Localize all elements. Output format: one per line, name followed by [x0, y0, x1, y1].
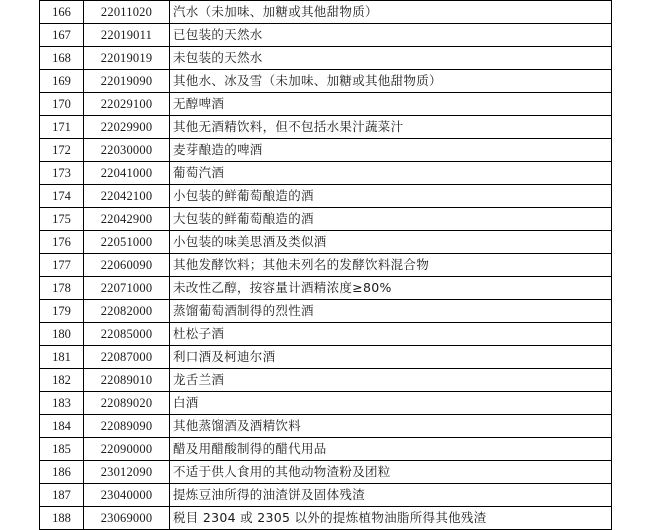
row-number: 166 — [40, 1, 84, 24]
row-description: 麦芽酿造的啤酒 — [170, 139, 612, 162]
table-row — [40, 1, 612, 24]
row-code: 22071000 — [84, 277, 170, 300]
table-row — [40, 139, 612, 162]
table-row — [40, 24, 612, 47]
row-description: 无醇啤酒 — [170, 93, 612, 116]
row-description: 其他无酒精饮料，但不包括水果汁蔬菜汁 — [170, 116, 612, 139]
row-code: 22029100 — [84, 93, 170, 116]
table-row — [40, 185, 612, 208]
row-code: 22042100 — [84, 185, 170, 208]
row-description: 利口酒及柯迪尔酒 — [170, 346, 612, 369]
table-row — [40, 47, 612, 70]
table-row — [40, 438, 612, 461]
row-code: 22030000 — [84, 139, 170, 162]
row-description: 葡萄汽酒 — [170, 162, 612, 185]
row-number: 180 — [40, 323, 84, 346]
table-row — [40, 484, 612, 507]
row-code: 22019019 — [84, 47, 170, 70]
row-description: 其他蒸馏酒及酒精饮料 — [170, 415, 612, 438]
row-number: 167 — [40, 24, 84, 47]
row-code: 22042900 — [84, 208, 170, 231]
row-description: 不适于供人食用的其他动物渣粉及团粒 — [170, 461, 612, 484]
row-code: 22085000 — [84, 323, 170, 346]
row-number: 168 — [40, 47, 84, 70]
row-number: 169 — [40, 70, 84, 93]
row-description: 醋及用醋酸制得的醋代用品 — [170, 438, 612, 461]
row-code: 22089010 — [84, 369, 170, 392]
row-code: 22051000 — [84, 231, 170, 254]
row-number: 184 — [40, 415, 84, 438]
row-description: 龙舌兰酒 — [170, 369, 612, 392]
table-row — [40, 461, 612, 484]
row-code: 22041000 — [84, 162, 170, 185]
table-row — [40, 162, 612, 185]
row-code: 23069000 — [84, 507, 170, 530]
table-row — [40, 369, 612, 392]
row-description: 小包装的鲜葡萄酿造的酒 — [170, 185, 612, 208]
row-number: 174 — [40, 185, 84, 208]
row-number: 171 — [40, 116, 84, 139]
row-code: 22089020 — [84, 392, 170, 415]
row-number: 185 — [40, 438, 84, 461]
row-description: 未包装的天然水 — [170, 47, 612, 70]
row-description: 已包装的天然水 — [170, 24, 612, 47]
table-row — [40, 300, 612, 323]
row-description: 大包装的鲜葡萄酿造的酒 — [170, 208, 612, 231]
table-row — [40, 392, 612, 415]
row-code: 22029900 — [84, 116, 170, 139]
table-body — [40, 1, 612, 530]
table-row — [40, 507, 612, 530]
row-number: 177 — [40, 254, 84, 277]
row-description: 蒸馏葡萄酒制得的烈性酒 — [170, 300, 612, 323]
row-number: 172 — [40, 139, 84, 162]
row-number: 187 — [40, 484, 84, 507]
row-code: 23012090 — [84, 461, 170, 484]
row-code: 22089090 — [84, 415, 170, 438]
row-description: 税目 2304 或 2305 以外的提炼植物油脂所得其他残渣 — [170, 507, 612, 530]
row-description: 其他水、冰及雪（未加味、加糖或其他甜物质） — [170, 70, 612, 93]
row-description: 汽水（未加味、加糖或其他甜物质） — [170, 1, 612, 24]
row-number: 176 — [40, 231, 84, 254]
row-code: 22019090 — [84, 70, 170, 93]
row-description: 杜松子酒 — [170, 323, 612, 346]
row-number: 186 — [40, 461, 84, 484]
table-row — [40, 346, 612, 369]
tariff-table — [39, 0, 612, 530]
table-row — [40, 277, 612, 300]
row-number: 175 — [40, 208, 84, 231]
row-number: 181 — [40, 346, 84, 369]
row-number: 179 — [40, 300, 84, 323]
table-row — [40, 208, 612, 231]
table-row — [40, 70, 612, 93]
table-row — [40, 116, 612, 139]
row-number: 188 — [40, 507, 84, 530]
row-description: 未改性乙醇，按容量计酒精浓度≥80% — [170, 277, 612, 300]
row-description: 提炼豆油所得的油渣饼及固体残渣 — [170, 484, 612, 507]
table-row — [40, 254, 612, 277]
row-description: 小包装的味美思酒及类似酒 — [170, 231, 612, 254]
row-code: 22082000 — [84, 300, 170, 323]
row-code: 22060090 — [84, 254, 170, 277]
row-number: 183 — [40, 392, 84, 415]
row-number: 178 — [40, 277, 84, 300]
row-code: 22011020 — [84, 1, 170, 24]
table-row — [40, 323, 612, 346]
row-description: 白酒 — [170, 392, 612, 415]
row-number: 182 — [40, 369, 84, 392]
table-row — [40, 231, 612, 254]
row-code: 23040000 — [84, 484, 170, 507]
row-number: 170 — [40, 93, 84, 116]
table-row — [40, 93, 612, 116]
row-code: 22090000 — [84, 438, 170, 461]
row-code: 22019011 — [84, 24, 170, 47]
row-code: 22087000 — [84, 346, 170, 369]
table-row — [40, 415, 612, 438]
row-description: 其他发酵饮料；其他未列名的发酵饮料混合物 — [170, 254, 612, 277]
row-number: 173 — [40, 162, 84, 185]
